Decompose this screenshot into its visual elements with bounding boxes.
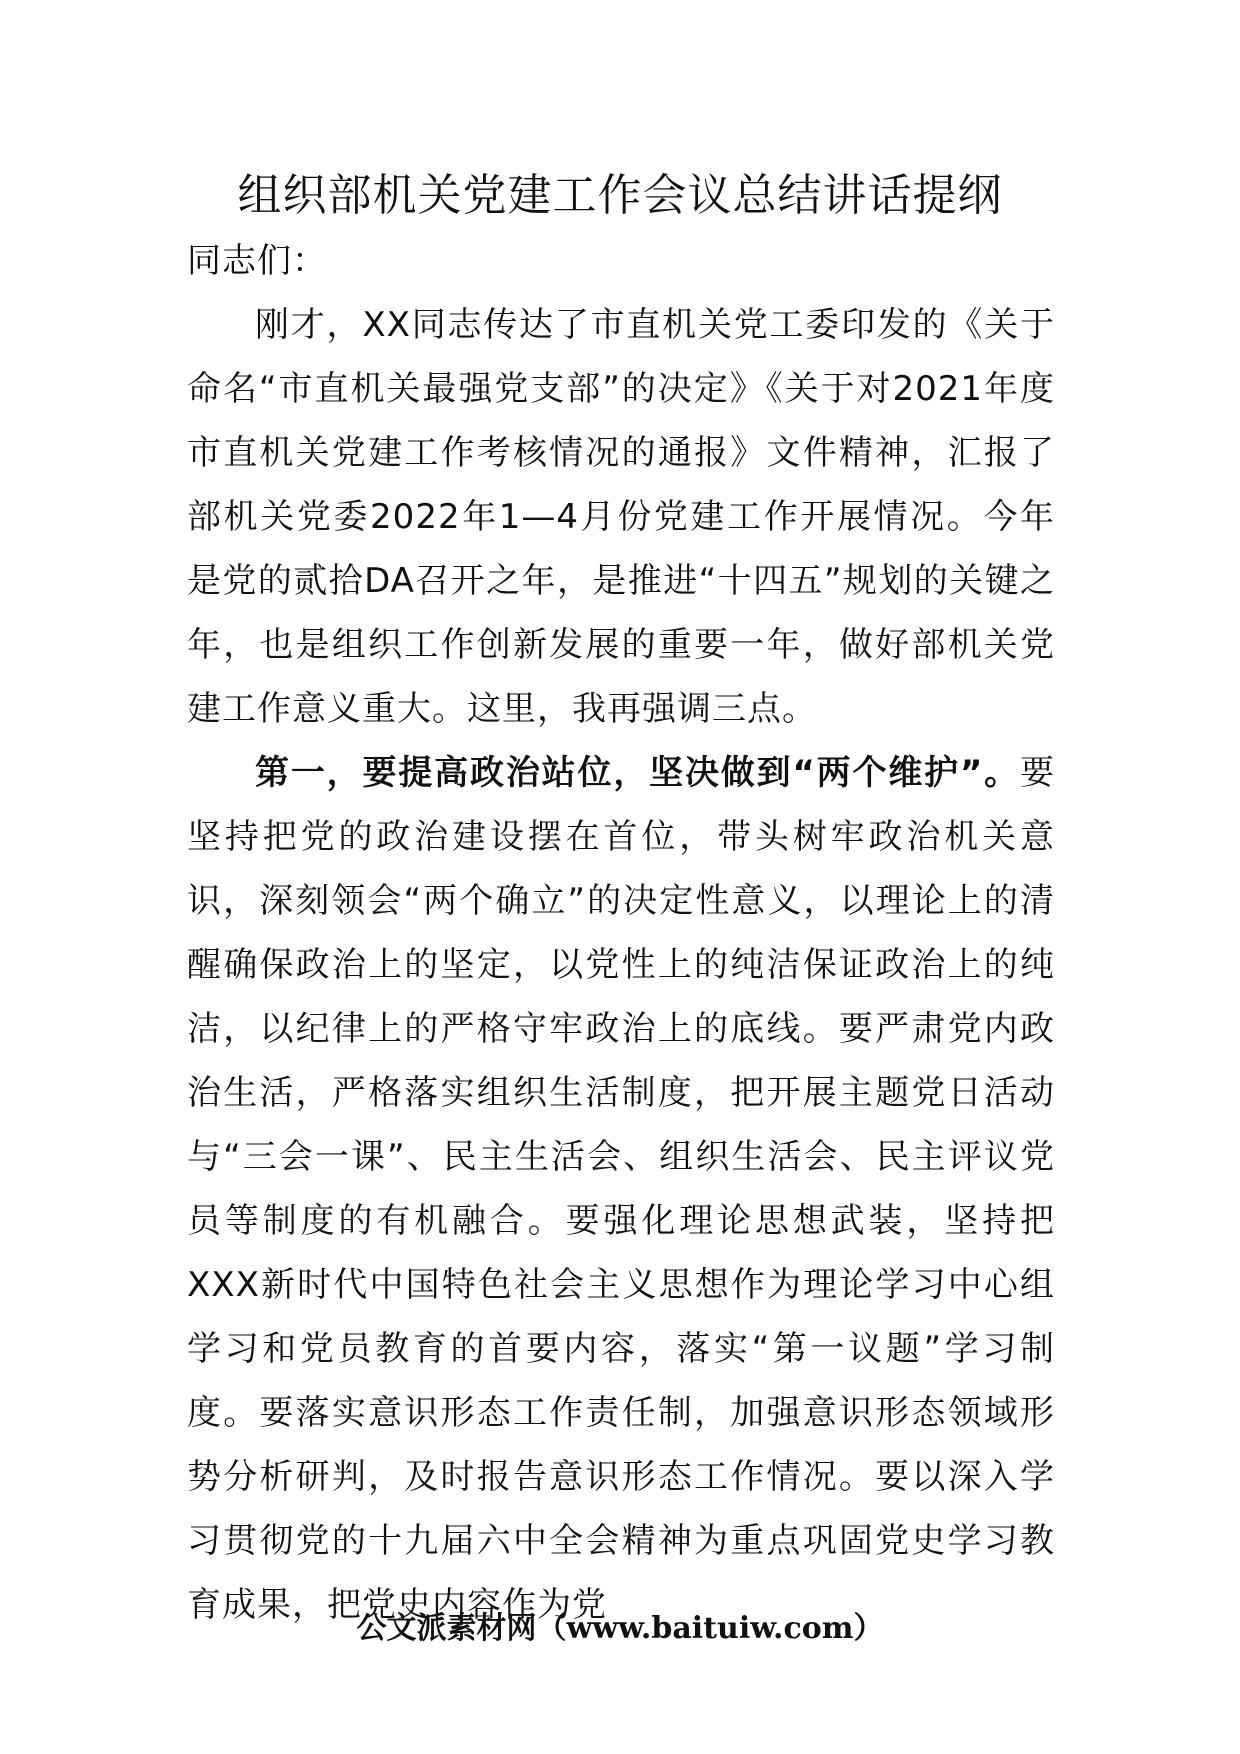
footer-source: 公文派素材网（www.baituiw.com） xyxy=(356,1611,884,1646)
paragraph-1-block xyxy=(187,293,1055,741)
paragraph-1: 刚才，XX同志传达了市直机关党工委印发的《关于命名“市直机关最强党支部”的决定》《关于对2021年度市直机关党建工作考核情况的通报》文件精神，汇报了部机关党委2022年1—4月份党建工作开展情况。今年是党的贰拾DA召开之年，是推进“十四五”规划的关键之年，也是组织工作创新发展的重要一年，做好部机关党建工作意义重大。这里，我再强调三点。 xyxy=(187,305,1055,729)
document-title: 组织部机关党建工作会议总结讲话提纲 xyxy=(237,170,1003,221)
paragraph-2-body: 要坚持把党的政治建设摆在首位，带头树牢政治机关意识，深刻领会“两个确立”的决定性意义，以理论上的清醒确保政治上的坚定，以党性上的纯洁保证政治上的纯洁，以纪律上的严格守牢政治上的底线。要严肃党内政治生活，严格落实组织生活制度，把开展主题党日活动与“三会一课”、民主生活会、组织生活会、民主评议党员等制度的有机融合。要强化理论思想武装，坚持把XXX新时代中国特色社会主义思想作为理论学习中心组学习和党员教育的首要内容，落实“第一议题”学习制度。要落实意识形态工作责任制，加强意识形态领域形势分析研判，及时报告意识形态工作情况。要以深入学习贯彻党的十九届六中全会精神为重点巩固党史学习教育成果，把党史内容作为党 xyxy=(187,753,1055,1625)
paragraph-2-lead: 第一，要提高政治站位，坚决做到“两个维护”。 xyxy=(255,753,1020,793)
paragraph-2 xyxy=(187,741,1055,1637)
paragraph-2-block xyxy=(187,741,1055,1637)
salutation: 同志们： xyxy=(187,241,327,281)
